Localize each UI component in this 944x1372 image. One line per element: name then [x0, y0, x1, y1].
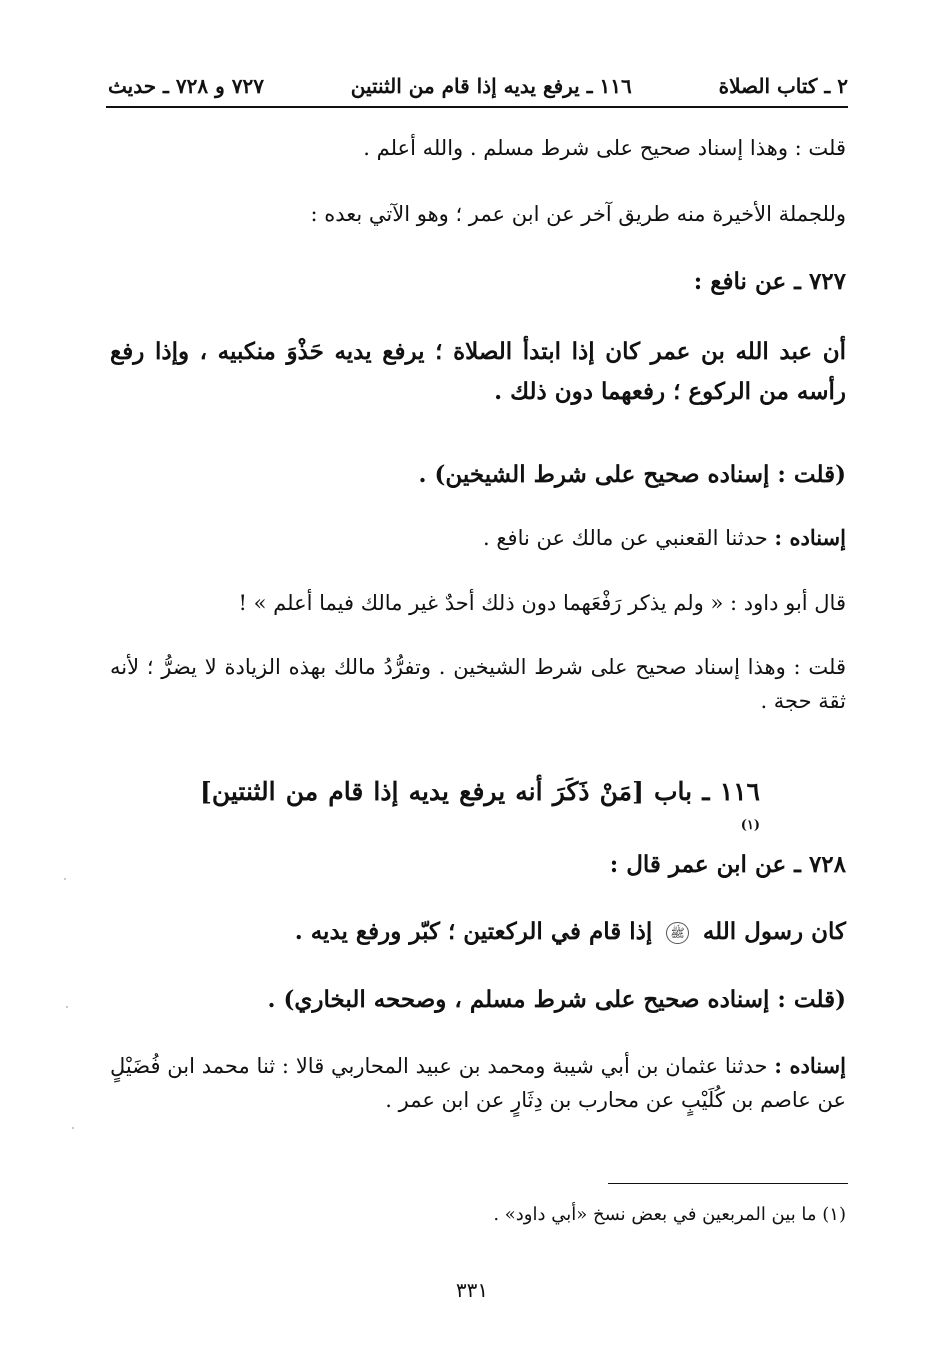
hadith-728-number: ٧٢٨ ـ عن ابن عمر قال :	[609, 851, 846, 878]
comment-3: قلت : وهذا إسناد صحيح على شرط الشيخين . وتفرُّدُ مالك بهذه الزيادة لا يضرُّ ؛ لأنه ثقة حجة .	[110, 655, 846, 713]
footnote-rule	[608, 1183, 848, 1184]
hadith-728-text-start: كان رسول الله	[702, 918, 846, 945]
hadith-727-number: ٧٢٧ ـ عن نافع :	[693, 268, 846, 295]
footnote: (١) ما بين المربعين في بعض نسخ «أبي داود» .	[493, 1204, 846, 1225]
header-hadith-range: ٧٢٧ و ٧٢٨ ـ حديث	[108, 74, 264, 98]
scan-speck	[66, 1006, 68, 1008]
isnad-label: إسناده :	[774, 1053, 846, 1078]
isnad-text: حدثنا عثمان بن أبي شيبة ومحمد بن عبيد المحاربي قالا : ثنا محمد ابن فُضَيْلٍ عن عاصم بن كُلَيْبٍ عن محارب بن دِثَارٍ عن ابن عمر .	[110, 1054, 846, 1112]
scan-speck	[64, 878, 66, 880]
hadith-727-text: أن عبد الله بن عمر كان إذا ابتدأ الصلاة ؛ يرفع يديه حَذْوَ منكبيه ، وإذا رفع رأسه من الركوع ؛ رفعهما دون ذلك .	[110, 338, 846, 405]
hadith-728-text-end: إذا قام في الركعتين ؛ كبّر ورفع يديه .	[294, 918, 653, 945]
header-chapter: ٢ ـ كتاب الصلاة	[718, 74, 848, 98]
isnad-text: حدثنا القعنبي عن مالك عن نافع .	[483, 526, 768, 550]
hadith-728-grading: (قلت : إسناده صحيح على شرط مسلم ، وصححه البخاري) .	[267, 986, 846, 1013]
comment-1: قلت : وهذا إسناد صحيح على شرط مسلم . والله أعلم .	[363, 136, 846, 160]
isnad-label: إسناده :	[774, 525, 846, 550]
footnote-ref: (١)	[740, 818, 760, 833]
abu-dawud-remark: قال أبو داود : « ولم يذكر رَفْعَهما دون ذلك أحدٌ غير مالك فيما أعلم » !	[238, 591, 846, 615]
hadith-728-isnad	[110, 1049, 846, 1117]
chapter-heading-text: ١١٦ ـ باب [مَنْ ذَكَرَ أنه يرفع يديه إذا قام من الثنتين]	[200, 777, 760, 806]
chapter-heading	[200, 775, 760, 847]
hadith-727-grading: (قلت : إسناده صحيح على شرط الشيخين) .	[418, 461, 846, 488]
salutation-icon: ﷺ	[666, 922, 689, 944]
header-rule	[106, 106, 848, 108]
header-section: ١١٦ ـ يرفع يديه إذا قام من الثنتين	[350, 74, 632, 98]
comment-2: وللجملة الأخيرة منه طريق آخر عن ابن عمر ؛ وهو الآتي بعده :	[310, 202, 846, 226]
scan-speck	[72, 1127, 74, 1129]
hadith-728-text	[110, 912, 846, 952]
running-header	[108, 66, 848, 106]
page-number: ٣٣١	[455, 1278, 489, 1302]
hadith-727-isnad	[110, 521, 846, 555]
